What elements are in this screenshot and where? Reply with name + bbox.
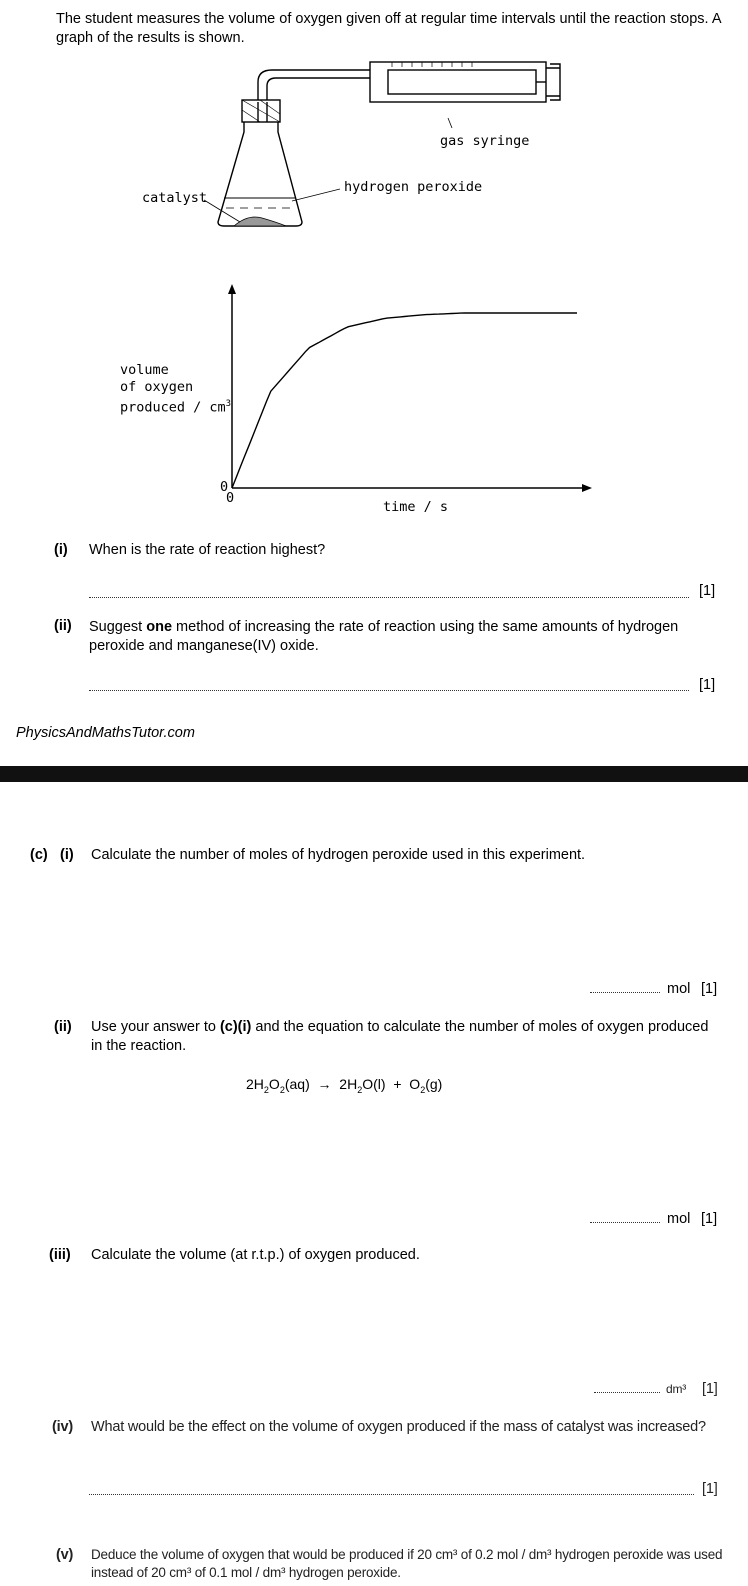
part-c-iv-marks: [1] [702,1481,718,1497]
oxygen-curve [232,313,577,488]
eq-reactant-sub1: 2 [263,1084,269,1095]
y-axis-arrow [228,284,236,294]
eq-reactant-o: O [268,1076,280,1092]
part-i-number: (i) [54,542,68,558]
part-c-v-question: Deduce the volume of oxygen that would be produced if 20 cm³ of 0.2 mol / dm³ hydrogen peroxide was used instead of 20 cm³ of 0.1 mol / dm³ hydrogen peroxide. [91,1547,723,1580]
part-i-answer-line[interactable] [89,597,689,598]
part-c-iv-answer-line[interactable] [89,1494,694,1495]
part-c-ii-question [91,1018,721,1056]
part-c-i-marks: [1] [701,981,718,997]
syringe-plunger [388,70,536,94]
part-i-marks: [1] [699,583,716,599]
hydrogen-peroxide-label: hydrogen peroxide [344,179,483,195]
eq-reactant-state: (aq) [284,1076,310,1092]
conical-flask [218,122,302,226]
y-axis-label-line-1: volume [120,362,169,378]
x-origin-label: 0 [226,490,235,506]
part-c-ii-unit: mol [667,1211,691,1227]
part-c-ii-text-a: Use your answer to [91,1019,220,1035]
x-axis-arrow [582,484,592,492]
catalyst-label: catalyst [142,190,208,206]
gas-syringe-label: gas syringe [440,133,530,149]
eq-oxygen-state: (g) [425,1076,443,1092]
part-c-iii-unit: dm³ [666,1382,687,1396]
part-c-iii-number: (iii) [49,1247,71,1263]
part-ii-text-a: Suggest [89,619,147,635]
part-c-ii-marks: [1] [701,1211,718,1227]
part-c-iv-question: What would be the effect on the volume of oxygen produced if the mass of catalyst was increased? [91,1419,706,1435]
part-c-iv-number: (iv) [52,1419,73,1435]
part-c-ii-number: (ii) [54,1019,72,1035]
intro-text: The student measures the volume of oxygen given off at regular time intervals until the reaction stops. A graph of the results is shown. [56,11,721,46]
catalyst-leader [204,200,240,222]
page-separator [0,766,748,782]
part-c-ii-text-b: and the equation to calculate the number of moles of oxygen produced in the reaction. [91,1019,709,1054]
part-c-v-number: (v) [56,1547,74,1563]
part-ii-question [89,618,721,656]
part-c-i-answer-line[interactable] [590,992,660,993]
eq-product-oxygen: O [409,1076,421,1092]
peroxide-leader [292,189,340,201]
eq-water-sub: 2 [357,1084,363,1095]
y-origin-label: 0 [220,479,229,495]
syringe-barrel [370,62,546,102]
part-ii-bold: one [146,619,173,635]
part-c-iii-answer-line[interactable] [594,1392,660,1393]
part-ii-answer-line[interactable] [89,690,689,691]
part-c-ii-answer-line[interactable] [590,1222,660,1223]
eq-water-state: O(l) [362,1076,386,1092]
eq-product-water: 2H [339,1076,358,1092]
part-c-letter: (c) [30,847,48,863]
part-c-i-unit: mol [667,981,691,997]
page-footer: PhysicsAndMathsTutor.com [16,725,195,741]
part-c-i-number: (i) [60,847,74,863]
eq-oxygen-sub: 2 [420,1084,426,1095]
y-axis-unit: produced / cm [120,399,226,416]
part-c-i-question: Calculate the number of moles of hydrogen peroxide used in this experiment. [91,847,586,863]
eq-plus: + [393,1076,402,1092]
part-c-iii-question: Calculate the volume (at r.t.p.) of oxygen produced. [91,1247,420,1263]
reaction-equation [246,1075,442,1100]
volume-time-chart [200,280,600,500]
part-ii-number: (ii) [54,618,72,634]
eq-reactant-sub2: 2 [279,1084,285,1095]
part-i-question: When is the rate of reaction highest? [89,542,326,558]
part-ii-text-b: method of increasing the rate of reaction using the same amounts of hydrogen peroxide and manganese(IV) oxide. [89,619,679,654]
part-ii-marks: [1] [699,677,716,693]
eq-reactant: 2H [246,1076,264,1092]
syringe-handle [546,64,560,100]
y-axis-unit-sup: 3 [225,399,232,409]
y-axis-label-line-2: of oxygen [120,379,194,395]
part-c-iii-marks: [1] [702,1381,718,1397]
part-c-ii-ref: (c)(i) [219,1019,252,1035]
eq-arrow: → [317,1076,332,1092]
syringe-leader [448,118,452,128]
catalyst-pile [234,217,286,226]
x-axis-label: time / s [383,499,449,515]
